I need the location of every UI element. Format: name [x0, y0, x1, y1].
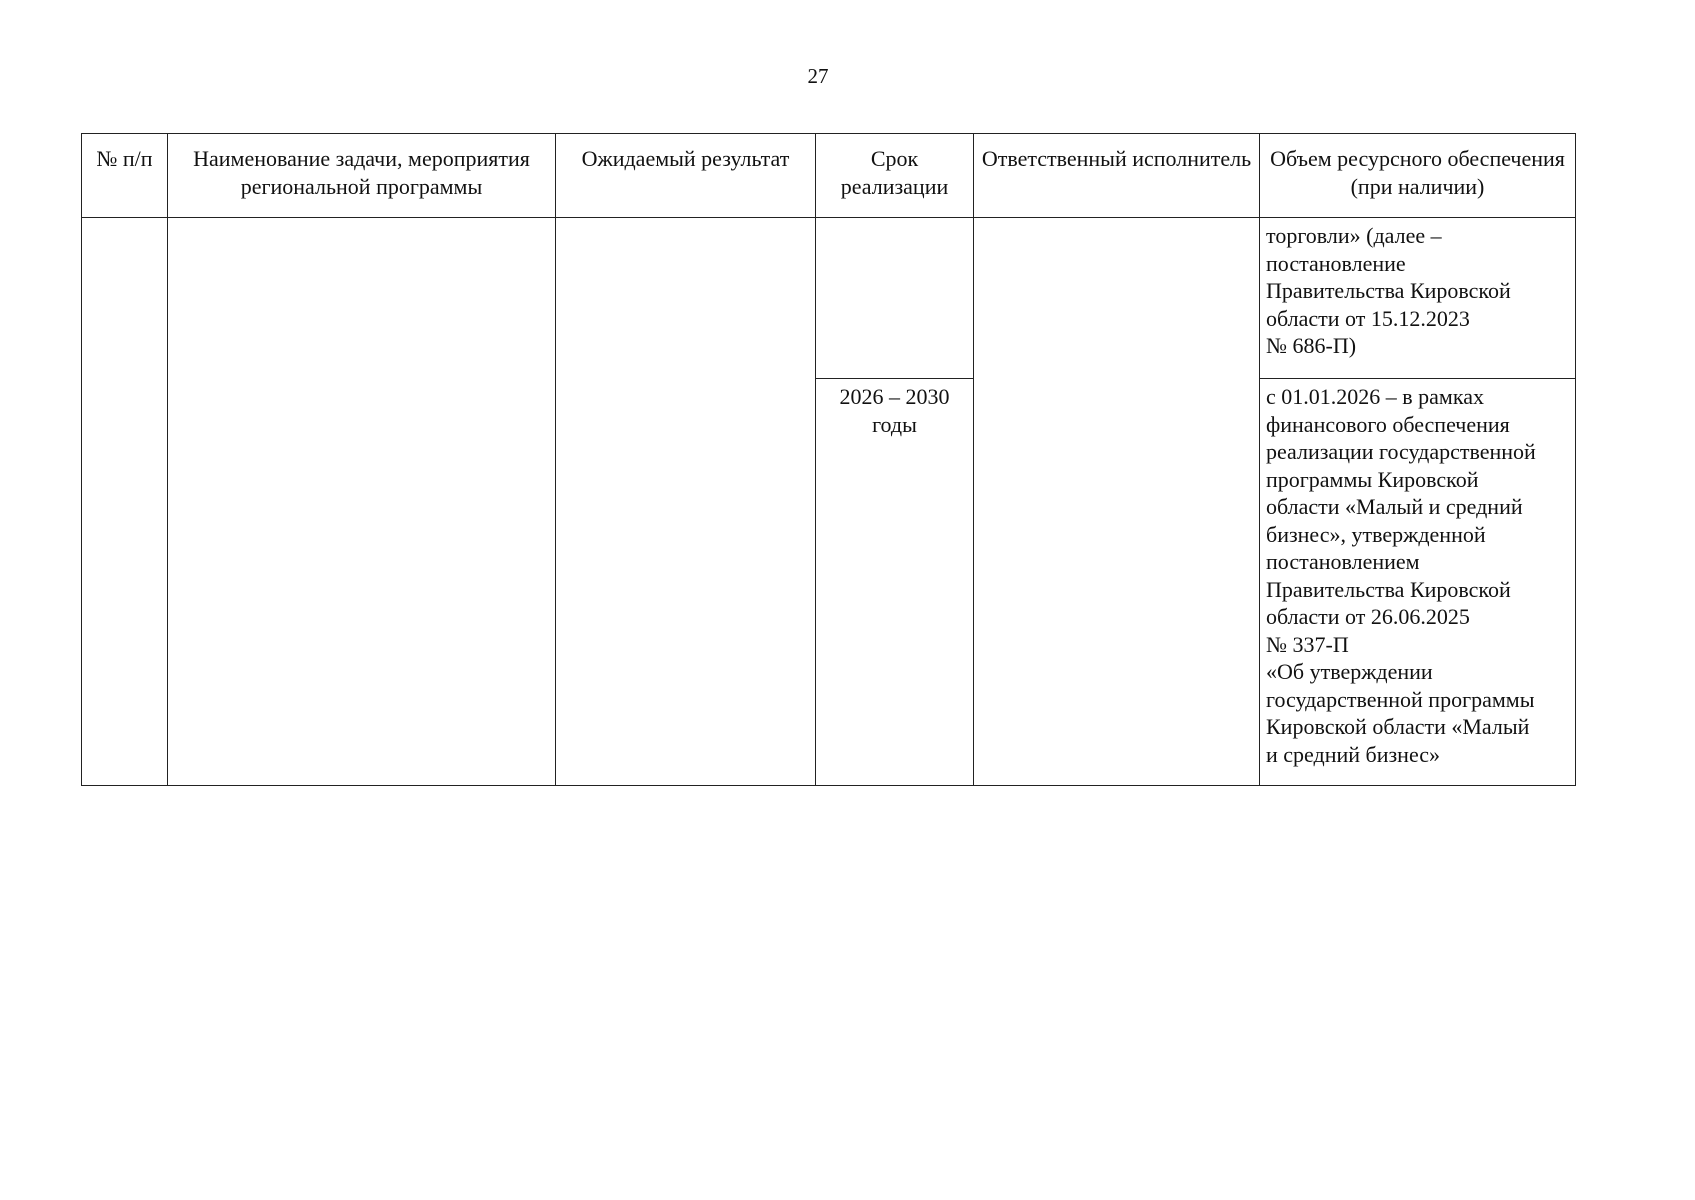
header-result: Ожидаемый результат — [556, 134, 816, 218]
header-num: № п/п — [82, 134, 168, 218]
cell-resources: торговли» (далее – постановление Правительства Кировской области от 15.12.2023 № 686-П) — [1260, 218, 1576, 379]
cell-period: 2026 – 2030 годы — [816, 379, 974, 786]
header-executor: Ответственный исполнитель — [974, 134, 1260, 218]
program-table — [81, 133, 1576, 786]
cell-num — [82, 218, 168, 786]
header-resources: Объем ресурсного обеспечения (при наличии) — [1260, 134, 1576, 218]
header-period: Срок реализации — [816, 134, 974, 218]
page-number: 27 — [807, 64, 829, 88]
table-row — [82, 218, 1576, 379]
cell-name — [168, 218, 556, 786]
cell-result — [556, 218, 816, 786]
header-name: Наименование задачи, мероприятия региональной программы — [168, 134, 556, 218]
cell-period — [816, 218, 974, 379]
cell-executor — [974, 218, 1260, 786]
table-header-row — [82, 134, 1576, 218]
cell-resources: с 01.01.2026 – в рамках финансового обеспечения реализации государственной программы Кировской области «Малый и средний бизнес», утвержденной постановлением Правительства Кировской области от 26.06.2025 № 337-П «Об утверждении государственной программы Кировской области «Малый и средний бизнес» — [1260, 379, 1576, 786]
